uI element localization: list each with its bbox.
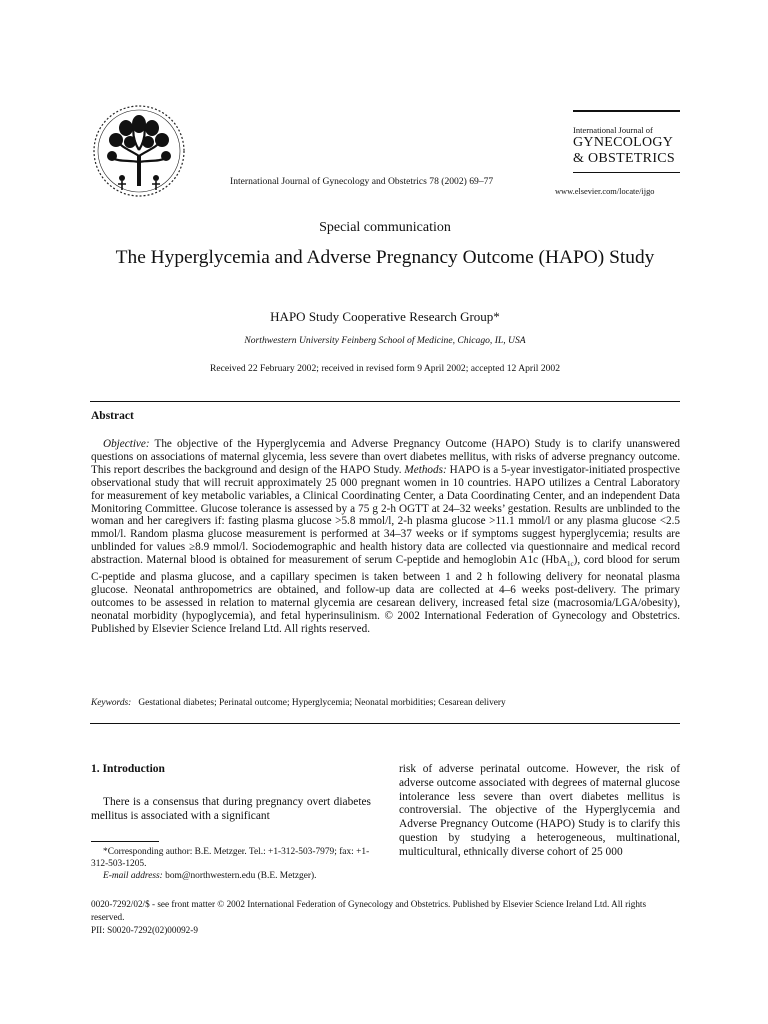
journal-citation: International Journal of Gynecology and Obstetrics 78 (2002) 69–77 — [230, 176, 494, 187]
introduction-heading: 1. Introduction — [91, 763, 165, 775]
journal-url-link[interactable]: www.elsevier.com/locate/ijgo — [555, 187, 655, 196]
front-matter-copyright: 0020-7292/02/$ - see front matter © 2002 International Federation of Gynecology and Obstetrics. Published by Elsevier Science Ireland Ltd. All rights reserved. — [91, 899, 647, 922]
brand-title-line1: GYNECOLOGY — [573, 135, 674, 150]
footnote-rule — [91, 841, 159, 842]
article-title: The Hyperglycemia and Adverse Pregnancy Outcome (HAPO) Study — [115, 247, 655, 268]
corresponding-author-note: *Corresponding author: B.E. Metzger. Tel.: +1-312-503-7979; fax: +1-312-503-1205. — [91, 847, 370, 870]
methods-text-part2: ), cord blood for serum C-peptide and plasma glucose, and a capillary specimen is taken between 1 and 2 h following delivery for neonatal plasma glucose. Neonatal anthropometrics are obtained, and follow-up data are collected at 4–6 weeks post-delivery. The primary outcomes to be assessed in relation to maternal glycemia are cesarean delivery, increased fetal size (macrosomia/LGA/obesity), neonatal morbidity (hypoglycemia), and fetal hyperinsulinism. © 2002 International Federation of Gynecology and Obstetrics. Published by Elsevier Science Ireland Ltd. All rights reserved. — [91, 554, 680, 635]
section-label: Special communication — [319, 220, 451, 235]
objective-text: The objective of the Hyperglycemia and Adverse Pregnancy Outcome (HAPO) Study is to clarify unanswered questions on associations of maternal glycemia, less severe than overt diabetes mellitus, with risks of adverse pregnancy outcome. This report describes the background and design of the HAPO Study. — [91, 438, 680, 476]
methods-text-part1: HAPO is a 5-year investigator-initiated prospective observational study that will recruit approximately 25 000 pregnant women in 10 countries. HAPO utilizes a Central Laboratory for measurement of key metabolic variables, a Clinical Coordinating Center, a Data Coordinating Center, and an independent Data Monitoring Committee. Glucose tolerance is assessed by a 75 g 2-h OGTT at 24–32 weeks’ gestation. Results are unblinded to the woman and her caregivers if: fasting plasma glucose >5.8 mmol/l, 2-h plasma glucose >11.1 mmol/l or any plasma glucose <2.5 mmol/l. Random plasma glucose measurement is performed at 34–37 weeks or if symptoms suggest hyperglycemia; results are unblinded for values ≥8.9 mmol/l. Sociodemographic and health history data are collected via questionnaire and medical record abstraction. Maternal blood is obtained for measurement of serum C-peptide and hemoglobin A1c (HbA — [91, 463, 680, 567]
keywords-line — [91, 698, 506, 708]
article-authors: HAPO Study Cooperative Research Group* — [270, 309, 500, 324]
footnote — [91, 846, 371, 883]
publisher-logo-tree-icon — [92, 104, 186, 198]
front-matter — [91, 898, 681, 936]
journal-brand — [573, 110, 680, 173]
pii-identifier: PII: S0020-7292(02)00092-9 — [91, 924, 198, 935]
brand-top-rule — [573, 110, 680, 112]
brand-small-label: International Journal of — [573, 125, 653, 135]
email-note — [91, 870, 371, 882]
abstract-heading: Abstract — [91, 410, 134, 422]
objective-label: Objective: — [103, 438, 150, 450]
keywords-list: Gestational diabetes; Perinatal outcome; Hyperglycemia; Neonatal morbidities; Cesarean delivery — [138, 698, 506, 708]
intro-right-paragraph: risk of adverse perinatal outcome. However, the risk of adverse outcome associated with degrees of maternal glucose intolerance less severe than overt diabetes mellitus is controversial. The objective of the Hyperglycemia and Adverse Pregnancy Outcome (HAPO) Study is to clarify this question by studying a heterogeneous, multinational, multicultural, ethnically diverse cohort of 25 000 — [399, 763, 680, 858]
hba1c-subscript: 1c — [567, 560, 574, 569]
email-label: E-mail address: — [103, 871, 163, 882]
email-address[interactable]: bom@northwestern.edu (B.E. Metzger). — [162, 871, 317, 882]
article-dates: Received 22 February 2002; received in revised form 9 April 2002; accepted 12 April 2002 — [209, 363, 561, 374]
author-affiliation: Northwestern University Feinberg School of Medicine, Chicago, IL, USA — [244, 335, 526, 346]
intro-left-paragraph: There is a consensus that during pregnancy overt diabetes mellitus is associated with a significant — [91, 796, 371, 822]
abstract-body — [91, 438, 680, 636]
abstract-bottom-rule — [90, 723, 680, 724]
abstract-top-rule — [90, 401, 680, 402]
brand-title-line2: & OBSTETRICS — [573, 151, 676, 166]
methods-label: Methods: — [404, 463, 447, 476]
keywords-label: Keywords: — [91, 698, 132, 708]
brand-bottom-rule — [573, 172, 680, 173]
